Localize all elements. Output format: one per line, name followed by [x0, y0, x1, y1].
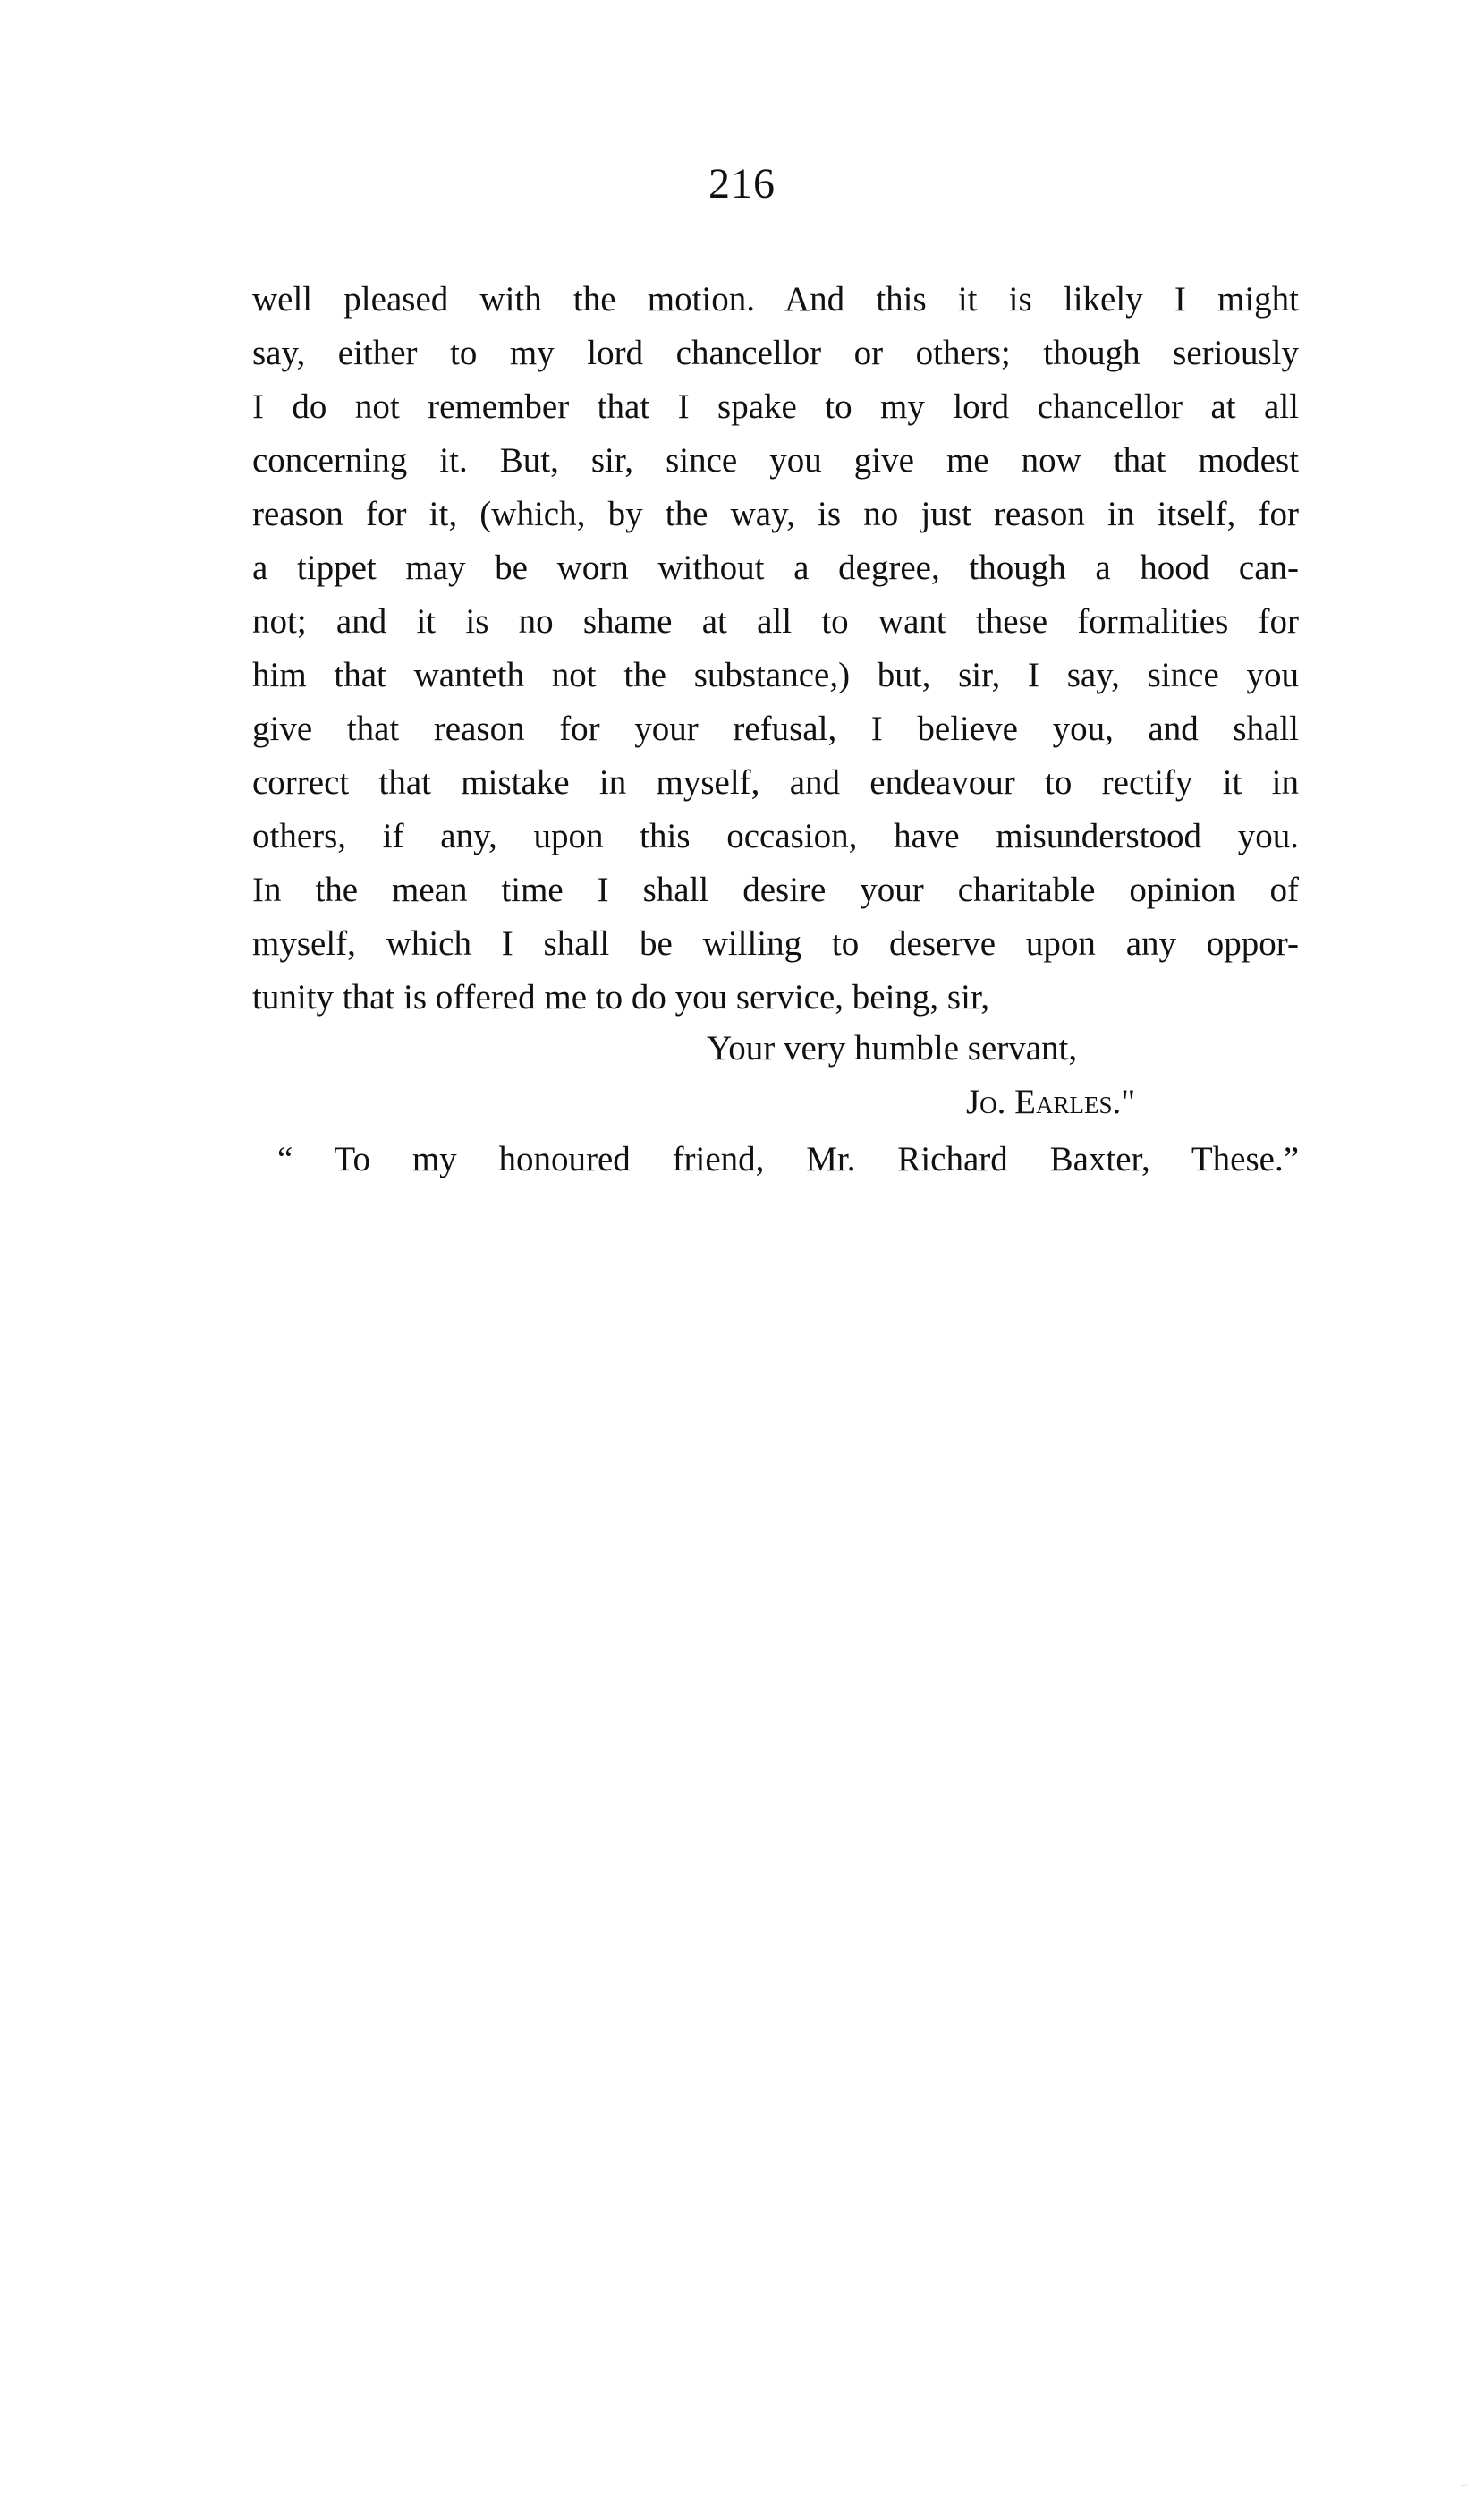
body-line: myself, which I shall be willing to deserve upon any oppor-	[252, 924, 1299, 963]
signature: Jo. Earles."	[966, 1083, 1136, 1121]
body-line: tunity that is offered me to do you service, being, sir,	[252, 978, 990, 1017]
body-line: concerning it. But, sir, since you give me now that modest	[252, 441, 1299, 480]
body-line: I do not remember that I spake to my lord chancellor at all	[252, 387, 1299, 426]
body-line: others, if any, upon this occasion, have misunderstood you.	[252, 817, 1299, 855]
corner-mark: ...	[1460, 2478, 1468, 2488]
letter-body	[252, 273, 1299, 1025]
body-line: correct that mistake in myself, and endeavour to rectify it in	[252, 763, 1299, 802]
body-line: well pleased with the motion. And this it is likely I might	[252, 280, 1299, 319]
body-line: say, either to my lord chancellor or others; though seriously	[252, 334, 1299, 372]
body-line: give that reason for your refusal, I believe you, and shall	[252, 710, 1299, 748]
body-line: In the mean time I shall desire your charitable opinion of	[252, 871, 1299, 909]
body-line: not; and it is no shame at all to want these formalities for	[252, 602, 1299, 641]
letter-address: “ To my honoured friend, Mr. Richard Baxter, These.”	[277, 1140, 1299, 1178]
body-line: a tippet may be worn without a degree, though a hood can-	[252, 549, 1299, 587]
body-line: reason for it, (which, by the way, is no just reason in itself, for	[252, 495, 1299, 533]
body-line: him that wanteth not the substance,) but, sir, I say, since you	[252, 656, 1299, 694]
closing-salutation: Your very humble servant,	[707, 1029, 1078, 1068]
page-number: 216	[708, 160, 776, 208]
